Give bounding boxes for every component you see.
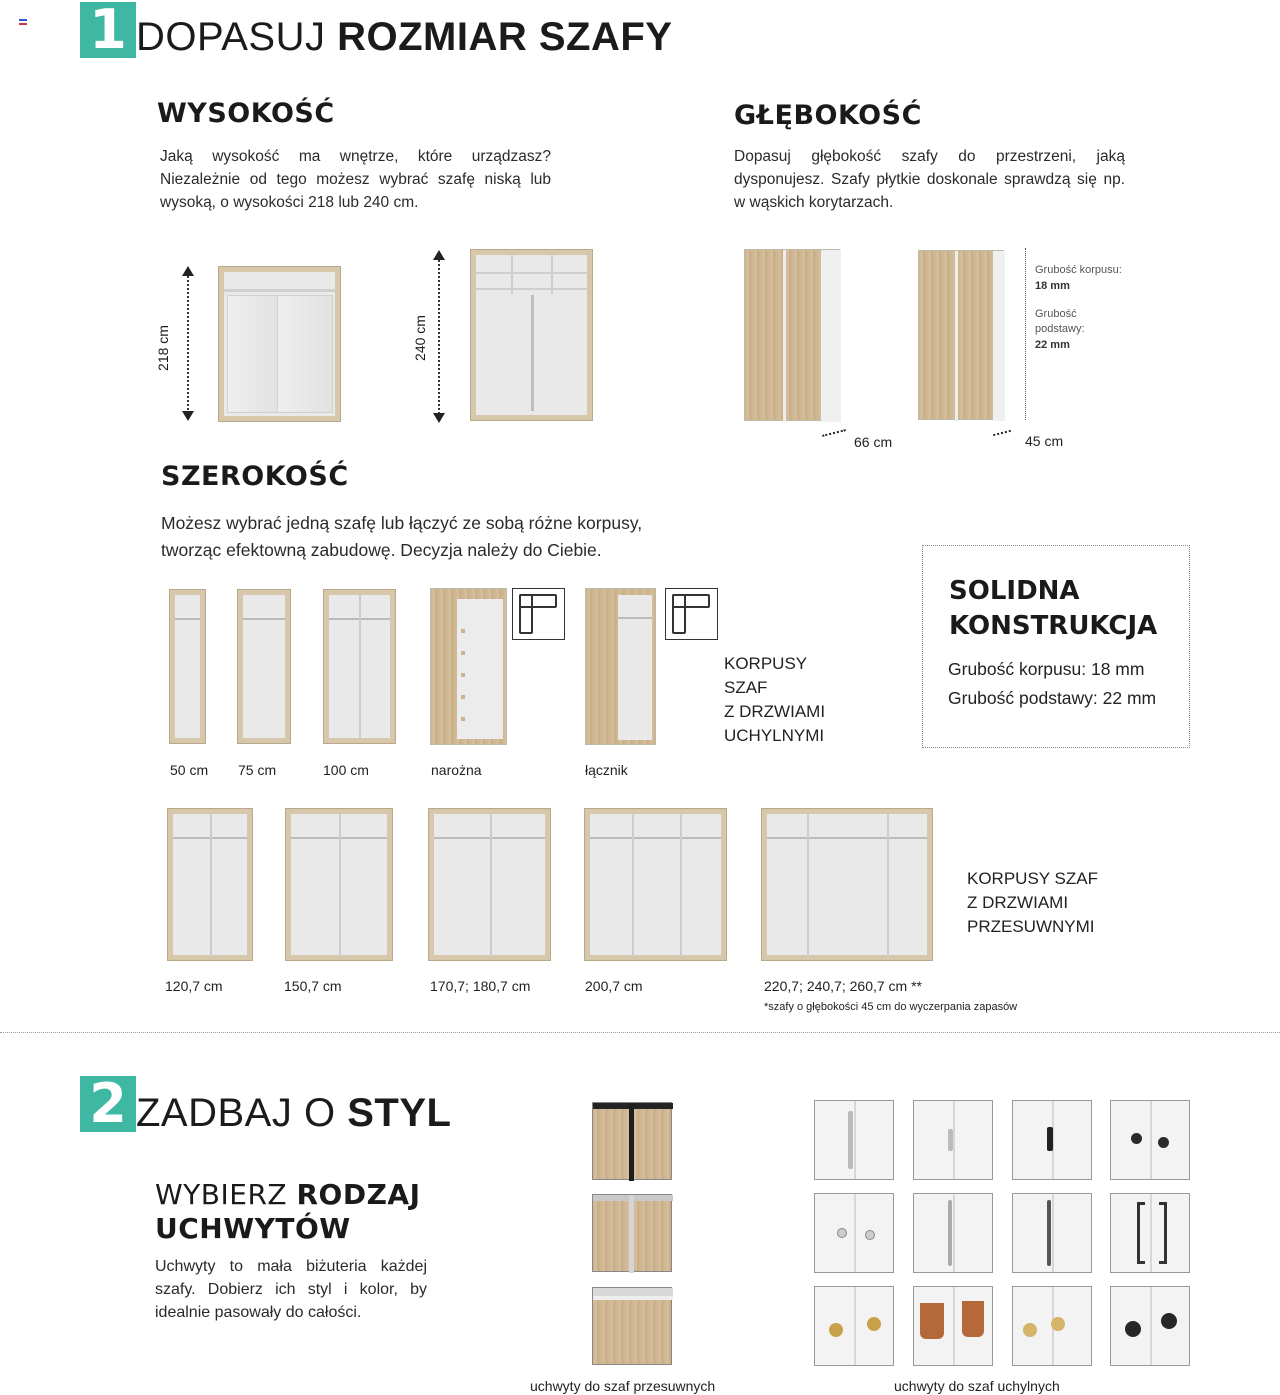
hinged-handle-tile	[814, 1100, 894, 1180]
section-number-badge: 2	[80, 1076, 136, 1132]
depth-label-45: 45 cm	[1025, 433, 1064, 449]
footnote: *szafy o głębokości 45 cm do wyczerpania zapasów	[764, 1001, 1018, 1013]
depth-measure-66	[822, 429, 846, 437]
section-title	[136, 1091, 451, 1135]
sliding-body-170	[428, 808, 551, 961]
wardrobe-240	[470, 249, 593, 421]
hinged-handle-tile	[1110, 1100, 1190, 1180]
depth-note-body-value: 18 mm	[1035, 280, 1070, 292]
sliding-body-120	[167, 808, 253, 961]
depth-label-66: 66 cm	[854, 434, 893, 450]
sliding-body-150	[285, 808, 393, 961]
sliding-body-200	[584, 808, 727, 961]
sliding-caption: 120,7 cm	[165, 978, 223, 994]
arrow-up-icon	[182, 266, 194, 276]
construction-line-2: Grubość podstawy: 22 mm	[948, 688, 1157, 708]
depth-note-base-value: 22 mm	[1035, 339, 1070, 351]
hinged-caption: 75 cm	[238, 762, 277, 778]
hinged-handle-tile	[1110, 1286, 1190, 1366]
sliding-body-220	[761, 808, 933, 961]
hinged-handle-tile	[1012, 1286, 1092, 1366]
wardrobe-66-deep	[744, 249, 840, 421]
depth-note-body-label: Grubość korpusu:	[1035, 264, 1122, 276]
hinged-handle-tile	[1110, 1193, 1190, 1273]
corner-plan-icon	[512, 588, 565, 640]
handles-subtitle-light: WYBIERZ	[155, 1178, 297, 1211]
width-description-line2: tworząc efektowną zabudowę. Decyzja należy do Ciebie.	[161, 540, 602, 560]
sliding-caption: 200,7 cm	[585, 978, 643, 994]
hinged-body-corner	[430, 588, 507, 745]
hinged-handle-tile	[814, 1193, 894, 1273]
section-title-light: ZADBAJ O	[136, 1091, 348, 1135]
sliding-handle-swatch	[592, 1194, 672, 1272]
hinged-caption: narożna	[431, 762, 482, 778]
hinged-handle-tile	[814, 1286, 894, 1366]
hinged-label-line: SZAF	[724, 678, 768, 697]
arrow-up-icon	[433, 250, 445, 260]
hinged-body-100	[323, 589, 396, 744]
depth-measure-45	[993, 430, 1011, 436]
flag-mark-2	[19, 23, 27, 25]
hinged-label-line: Z DRZWIAMI	[724, 702, 826, 721]
sliding-label	[967, 867, 1098, 939]
depth-dotted-line	[1025, 248, 1026, 420]
height-heading: WYSOKOŚĆ	[157, 98, 335, 129]
hinged-label-line: UCHYLNYMI	[724, 726, 825, 745]
sliding-caption: 170,7; 180,7 cm	[430, 978, 531, 994]
sliding-label-line: PRZESUWNYMI	[967, 917, 1095, 936]
width-heading: SZEROKOŚĆ	[161, 461, 349, 492]
section-title-light: DOPASUJ	[136, 15, 338, 59]
handles-description: Uchwyty to mała biżuteria każdej szafy. Dobierz ich styl i kolor, by idealnie pasowały do całości.	[155, 1258, 427, 1321]
depth-heading: GŁĘBOKOŚĆ	[734, 100, 922, 131]
connector-plan-icon	[665, 588, 718, 640]
caption-hinged-handles: uchwyty do szaf uchylnych	[894, 1378, 1060, 1394]
caption-sliding-handles: uchwyty do szaf przesuwnych	[530, 1378, 716, 1394]
arrow-down-icon	[182, 411, 194, 421]
handles-subtitle-bold-1: RODZAJ	[296, 1178, 421, 1211]
wardrobe-45-deep	[918, 250, 1004, 420]
wardrobe-218	[218, 266, 341, 422]
sliding-handle-swatch	[592, 1287, 672, 1365]
hinged-handle-tile	[913, 1100, 993, 1180]
sliding-label-line: Z DRZWIAMI	[967, 893, 1069, 912]
section-title	[136, 15, 672, 59]
label-240: 240 cm	[411, 315, 428, 361]
hinged-body-50	[169, 589, 206, 744]
sliding-handle-swatch	[592, 1102, 672, 1180]
construction-title-2: KONSTRUKCJA	[949, 611, 1158, 641]
sliding-caption: 220,7; 240,7; 260,7 cm **	[764, 978, 922, 994]
width-description-line1: Możesz wybrać jedną szafę lub łączyć ze sobą różne korpusy,	[161, 513, 643, 533]
height-arrow-218	[187, 272, 189, 418]
arrow-down-icon	[433, 413, 445, 423]
hinged-label-line: KORPUSY	[724, 654, 808, 673]
depth-note-base-label-2: podstawy:	[1035, 323, 1085, 335]
depth-description: Dopasuj głębokość szafy do przestrzeni, jaką dysponujesz. Szafy płytkie doskonale sprawdzą się np. w wąskich korytarzach.	[734, 148, 1125, 211]
hinged-label	[724, 652, 825, 748]
section-title-bold: STYL	[347, 1091, 452, 1135]
depth-note-base-label-1: Grubość	[1035, 308, 1077, 320]
height-arrow-240	[438, 256, 440, 418]
hinged-body-75	[237, 589, 291, 744]
height-description: Jaką wysokość ma wnętrze, które urządzasz? Niezależnie od tego możesz wybrać szafę niską lub wysoką, o wysokości 218 lub 240 cm.	[160, 148, 551, 211]
handles-subtitle	[155, 1178, 420, 1246]
hinged-handle-tile	[913, 1193, 993, 1273]
construction-title-1: SOLIDNA	[949, 576, 1080, 606]
flag-mark	[19, 19, 27, 21]
sliding-caption: 150,7 cm	[284, 978, 342, 994]
section-title-bold: ROZMIAR SZAFY	[337, 15, 673, 59]
hinged-handle-tile	[913, 1286, 993, 1366]
label-218: 218 cm	[154, 325, 171, 371]
sliding-label-line: KORPUSY SZAF	[967, 869, 1098, 888]
construction-line-1: Grubość korpusu: 18 mm	[948, 659, 1145, 679]
section-number-badge: 1	[80, 2, 136, 58]
hinged-caption: 100 cm	[323, 762, 369, 778]
hinged-caption: łącznik	[585, 762, 628, 778]
hinged-body-connector	[585, 588, 656, 745]
hinged-handle-tile	[1012, 1100, 1092, 1180]
hinged-caption: 50 cm	[170, 762, 209, 778]
hinged-handle-tile	[1012, 1193, 1092, 1273]
handles-subtitle-bold-2: UCHWYTÓW	[155, 1212, 351, 1245]
section-divider	[0, 1032, 1280, 1033]
